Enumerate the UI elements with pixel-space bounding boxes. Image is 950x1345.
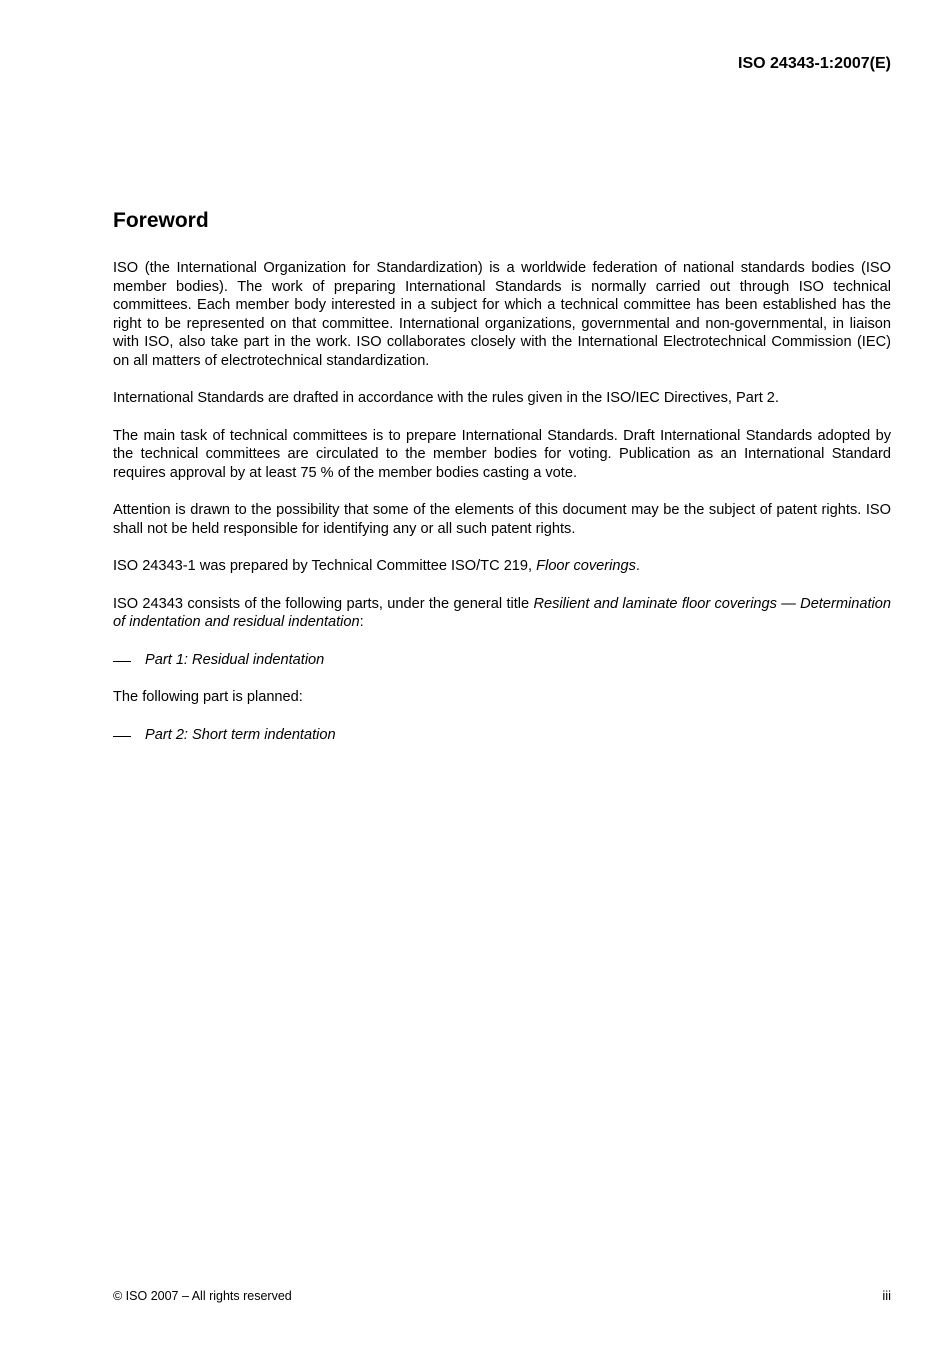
footer-page-number: iii <box>882 1288 891 1303</box>
paragraph-iso-intro: ISO (the International Organization for Standardization) is a worldwide federation of national standards bodies (ISO member bodies). The work of preparing International Standards is normally carried out through ISO technical committees. Each member body interested in a subject for which a technical committee has been established has the right to be represented on that committee. International organizations, governmental and non-governmental, in liaison with ISO, also take part in the work. ISO collaborates closely with the International Electrotechnical Commission (IEC) on all matters of electrotechnical standardization. <box>113 260 891 369</box>
dash-bullet-icon <box>113 736 131 737</box>
dash-bullet-icon <box>113 661 131 662</box>
paragraph-prepared-by <box>113 557 891 576</box>
committee-name: Floor coverings <box>536 558 636 574</box>
list-item-part-2 <box>113 726 891 745</box>
foreword-body <box>113 259 891 763</box>
paragraph-directives: International Standards are drafted in accordance with the rules given in the ISO/IEC Directives, Part 2. <box>113 390 779 406</box>
paragraph-planned: The following part is planned: <box>113 689 303 705</box>
parts-end: : <box>359 614 364 630</box>
document-identifier: ISO 24343-1:2007(E) <box>738 55 891 72</box>
general-title: Resilient and laminate floor coverings — Determination of indentation and residual indentation <box>113 595 891 630</box>
part-1-title: Part 1: Residual indentation <box>145 651 325 668</box>
list-item-part-1 <box>113 651 891 670</box>
page-title: Foreword <box>113 209 209 232</box>
paragraph-parts <box>113 595 891 632</box>
prepared-by-end: . <box>635 558 640 574</box>
parts-text: ISO 24343 consists of the following parts, under the general title <box>113 595 534 612</box>
paragraph-committee-task: The main task of technical committees is to prepare International Standards. Draft International Standards adopted by the technical committees are circulated to the member bodies for voting. Publication as an International Standard requires approval by at least 75 % of the member bodies casting a vote. <box>113 427 891 481</box>
paragraph-patent-rights: Attention is drawn to the possibility that some of the elements of this document may be the subject of patent rights. ISO shall not be held responsible for identifying any or all such patent rights. <box>113 502 891 537</box>
footer-copyright: © ISO 2007 – All rights reserved <box>113 1289 292 1303</box>
part-2-title: Part 2: Short term indentation <box>145 726 336 743</box>
prepared-by-text: ISO 24343-1 was prepared by Technical Committee ISO/TC 219, <box>113 558 537 574</box>
